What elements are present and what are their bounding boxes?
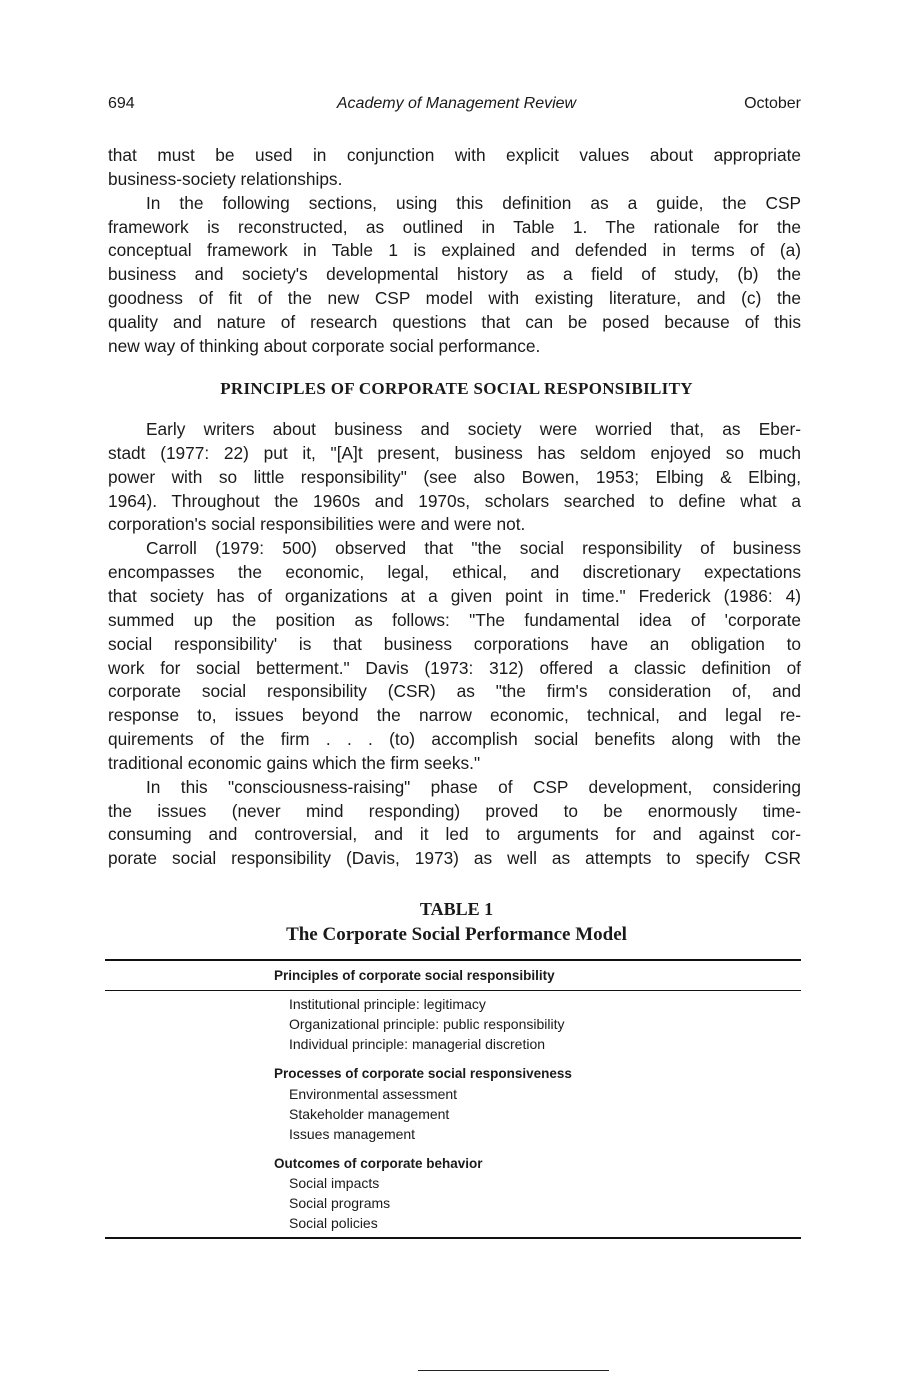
body-line: response to, issues beyond the narrow economic, technical, and legal re-	[108, 705, 801, 726]
table-item: Individual principle: managerial discretion	[289, 1035, 546, 1052]
table-item: Organizational principle: public responsibility	[289, 1015, 565, 1032]
page-number: 694	[108, 95, 135, 112]
body-line: corporation's social responsibilities were and were not.	[108, 514, 526, 535]
body-line: business and society's developmental history as a field of study, (b) the	[108, 264, 801, 285]
body-line: that must be used in conjunction with explicit values about appropriate	[108, 145, 801, 165]
body-line: Carroll (1979: 500) observed that "the social responsibility of business	[146, 538, 801, 559]
body-line: In the following sections, using this definition as a guide, the CSP	[146, 192, 801, 213]
table-label: TABLE 1	[419, 899, 494, 919]
table-item: Institutional principle: legitimacy	[289, 996, 486, 1012]
body-line: 1964). Throughout the 1960s and 1970s, scholars searched to define what a	[108, 490, 801, 511]
running-header-journal: Academy of Management Review	[336, 95, 577, 112]
body-line: Early writers about business and society were worried that, as Eber-	[146, 419, 801, 439]
body-line: the issues (never mind responding) proved to be enormously time-	[108, 800, 801, 821]
body-line: summed up the position as follows: "The fundamental idea of 'corporate	[108, 609, 801, 630]
body-line: encompasses the economic, legal, ethical, and discretionary expectations	[108, 562, 801, 583]
body-line: framework is reconstructed, as outlined in Table 1. The rationale for the	[108, 216, 801, 237]
body-line: In this "consciousness-raising" phase of CSP development, considering	[146, 776, 801, 797]
body-line: that society has of organizations at a given point in time." Frederick (1986: 4)	[108, 585, 801, 606]
section-heading: PRINCIPLES OF CORPORATE SOCIAL RESPONSIBILITY	[220, 379, 693, 398]
running-header-month: October	[744, 95, 801, 112]
table-bottom-rule	[105, 1237, 801, 1239]
table-item: Issues management	[289, 1125, 416, 1142]
table-section-heading: Principles of corporate social responsibility	[274, 968, 555, 983]
footnote-rule	[418, 1370, 609, 1371]
body-line: porate social responsibility (Davis, 1973) as well as attempts to specify CSR	[108, 848, 801, 869]
body-line: traditional economic gains which the firm seeks."	[108, 752, 481, 773]
table-section-heading: Processes of corporate social responsiveness	[274, 1066, 572, 1081]
table-header-rule	[105, 990, 801, 991]
body-line: conceptual framework in Table 1 is explained and defended in terms of (a)	[108, 240, 801, 261]
table-item: Social impacts	[289, 1175, 380, 1191]
table-title: The Corporate Social Performance Model	[286, 924, 627, 945]
body-line: social responsibility' is that business corporations have an obligation to	[108, 633, 801, 654]
body-line: consuming and controversial, and it led to arguments for and against cor-	[108, 824, 801, 845]
body-line: quirements of the firm . . . (to) accomplish social benefits along with the	[108, 729, 801, 750]
table-section-heading: Outcomes of corporate behavior	[274, 1156, 483, 1171]
body-line: quality and nature of research questions that can be posed because of this	[108, 311, 801, 332]
body-line: corporate social responsibility (CSR) as "the firm's consideration of, and	[108, 681, 801, 702]
body-line: business-society relationships.	[108, 168, 343, 189]
body-line: power with so little responsibility" (see also Bowen, 1953; Elbing & Elbing,	[108, 466, 801, 487]
table-item: Social programs	[289, 1194, 391, 1211]
table-item: Environmental assessment	[289, 1086, 458, 1102]
table-item: Stakeholder management	[289, 1105, 450, 1122]
body-line: stadt (1977: 22) put it, "[A]t present, business has seldom enjoyed so much	[108, 442, 801, 463]
body-line: new way of thinking about corporate social performance.	[108, 335, 541, 356]
table-item: Social policies	[289, 1214, 378, 1231]
body-line: work for social betterment." Davis (1973: 312) offered a classic definition of	[108, 657, 801, 678]
table-top-rule	[105, 959, 801, 961]
body-line: goodness of fit of the new CSP model with existing literature, and (c) the	[108, 288, 801, 309]
